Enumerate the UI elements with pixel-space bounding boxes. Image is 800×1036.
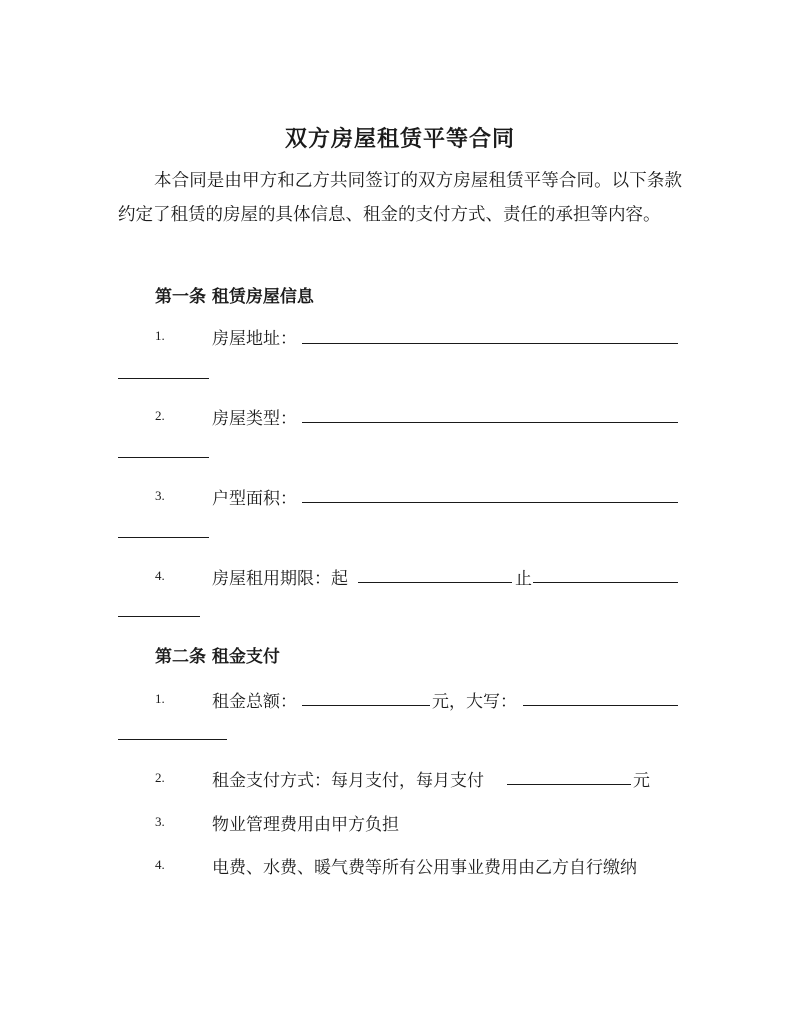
item-number: 2.	[155, 408, 165, 423]
item-number: 4.	[155, 857, 165, 872]
payment-method-label: 租金支付方式：每月支付，每月支付	[212, 771, 484, 791]
rent-uppercase-blank-line2[interactable]	[118, 738, 227, 740]
article-2-heading: 第二条 租金支付	[155, 647, 280, 667]
item-number: 3.	[155, 814, 165, 829]
item-number: 1.	[155, 328, 165, 343]
rent-total-label: 租金总额：	[212, 692, 297, 712]
house-type-blank-line2[interactable]	[118, 456, 209, 458]
yuan-unit: 元	[633, 771, 650, 791]
rent-uppercase-blank-line1[interactable]	[523, 704, 678, 706]
lease-end-label: 止	[515, 569, 532, 589]
area-label: 户型面积：	[212, 489, 297, 509]
lease-term-label: 房屋租用期限：起	[212, 569, 348, 589]
item-number: 3.	[155, 488, 165, 503]
lease-start-blank[interactable]	[358, 581, 512, 583]
house-address-label: 房屋地址：	[212, 329, 297, 349]
lease-end-blank-line2[interactable]	[118, 615, 200, 617]
article-1-heading: 第一条 租赁房屋信息	[155, 287, 314, 307]
house-type-label: 房屋类型：	[212, 409, 297, 429]
item-number: 2.	[155, 770, 165, 785]
rent-uppercase-label: 元，大写：	[432, 692, 517, 712]
area-blank-line1[interactable]	[302, 501, 678, 503]
item-number: 4.	[155, 568, 165, 583]
utility-fee-clause: 电费、水费、暖气费等所有公用事业费用由乙方自行缴纳	[212, 858, 637, 878]
rent-total-blank[interactable]	[302, 704, 430, 706]
house-address-blank-line1[interactable]	[302, 342, 678, 344]
area-blank-line2[interactable]	[118, 536, 209, 538]
house-type-blank-line1[interactable]	[302, 421, 678, 423]
property-fee-clause: 物业管理费用由甲方负担	[212, 815, 399, 835]
monthly-payment-blank[interactable]	[507, 783, 631, 785]
intro-paragraph: 本合同是由甲方和乙方共同签订的双方房屋租赁平等合同。以下条款约定了租赁的房屋的具体信息、租金的支付方式、责任的承担等内容。	[118, 171, 682, 225]
item-number: 1.	[155, 691, 165, 706]
lease-end-blank-line1[interactable]	[533, 581, 678, 583]
house-address-blank-line2[interactable]	[118, 377, 209, 379]
document-title: 双方房屋租赁平等合同	[284, 126, 515, 152]
